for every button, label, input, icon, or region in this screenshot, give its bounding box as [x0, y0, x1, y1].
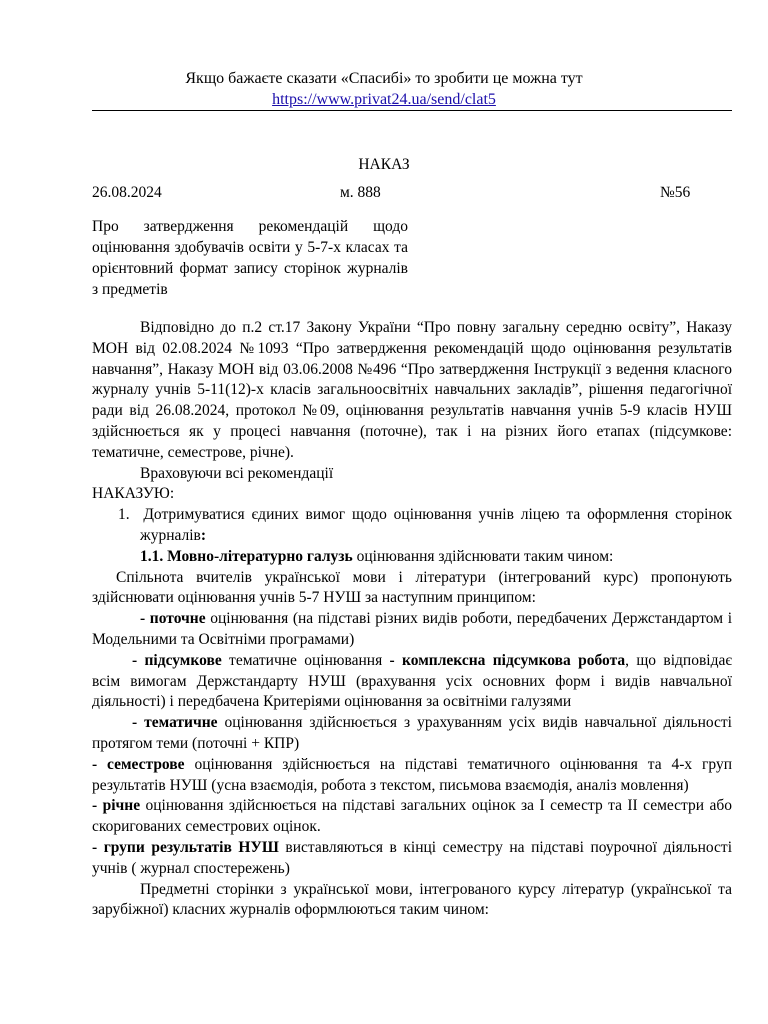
thematic-label: - тематичне — [132, 714, 218, 732]
thematic-text: оцінювання здійснюється з урахуванням усіх видів навчальної діяльності протягом теми (поточні + КПР) — [92, 714, 732, 752]
paragraph-semester — [92, 755, 732, 797]
paragraph-final — [92, 651, 732, 713]
thanks-block — [0, 68, 768, 110]
semester-label: - семестрове — [92, 755, 185, 773]
final-work-label: - комплексна підсумкова робота — [389, 651, 626, 669]
order-number: №56 — [660, 184, 691, 201]
semester-text: оцінювання здійснюється на підставі тематичного оцінювання та 4-х груп результатів НУШ (усна взаємодія, робота з текстом, письмова взаємодія, аналіз мовлення) — [92, 755, 732, 794]
annual-text: оцінювання здійснюється на підставі загальних оцінок за І семестр та ІІ семестри або скоригованих семестрових оцінок. — [92, 797, 733, 836]
list-item-1-number: 1. — [118, 506, 130, 524]
thanks-text: Якщо бажаєте сказати «Спасибі» то зробити це можна тут — [185, 70, 583, 87]
subsection-1-1 — [92, 547, 732, 568]
paragraph-groups — [92, 838, 732, 880]
order-date: 26.08.2024 — [92, 184, 162, 201]
paragraph-journal-pages: Предметні сторінки з української мови, інтегрованого курсу літератур (української та зарубіжної) класних журналів оформлюються таким чином: — [92, 880, 732, 919]
subsection-1-1-text: оцінювання здійснювати таким чином: — [352, 547, 614, 565]
final-label: - підсумкове — [132, 651, 222, 669]
list-item-1-colon: : — [200, 526, 207, 544]
current-label: - поточне — [140, 610, 206, 628]
subsection-1-1-title: 1.1. Мовно-літературно галузь — [140, 547, 353, 565]
order-subject: Про затвердження рекомендацій щодо оцінювання здобувачів освіти у 5-7-х класах та орієнтовний формат запису сторінок журналів з предметів — [92, 218, 408, 298]
paragraph-considering: Враховуючи всі рекомендації — [140, 464, 334, 482]
final-text: , що відповідає всім вимогам Держстандарту НУШ (врахування усіх основних форм і видів навчальної діяльності) і передбачена Критеріями оцінювання за освітніми галузями — [92, 651, 732, 711]
paragraph-annual — [92, 796, 732, 838]
donation-link[interactable]: https://www.privat24.ua/send/clat5 — [272, 91, 496, 108]
annual-label: - річне — [92, 797, 141, 815]
paragraph-community: Спільнота вчителів української мови і літератури (інтегрований курс) пропонують здійснювати оцінювання учнів 5-7 НУШ за наступним принципом: — [92, 568, 732, 607]
order-city: м. 888 — [340, 184, 381, 201]
document-title: НАКАЗ — [358, 156, 410, 173]
groups-text: виставляються в кінці семестру на підставі поурочної діяльності учнів ( журнал спостережень) — [92, 838, 732, 877]
paragraph-basis: Відповідно до п.2 ст.17 Закону України “Про повну загальну середню освіту”, Наказу МОН від 02.08.2024 №1093 “Про затвердження рекомендацій щодо оцінювання результатів навчання”, Наказу МОН від 03.06.2008 №496 “Про затвердження Інструкції з ведення класного журналу учнів 5-11(12)-х класів загальноосвітніх навчальних закладів”, рішення педагогічної ради від 26.08.2024, протокол №09, оцінювання результатів навчання учнів 5-9 класів НУШ здійснюється як у процесі навчання (поточне), так і на різних його етапах (підсумкове: тематичне, семестрове, річне). — [92, 319, 732, 461]
groups-label: - групи результатів НУШ — [92, 838, 279, 856]
current-text: оцінювання (на підставі різних видів роботи, передбачених Держстандартом і Модельними та Освітніми програмами) — [92, 610, 732, 648]
order-word: НАКАЗУЮ: — [92, 485, 175, 503]
paragraph-current — [92, 609, 732, 651]
list-item-1 — [92, 505, 732, 547]
document-body — [92, 318, 732, 921]
list-item-1-text: Дотримуватися єдиних вимог щодо оцінювання учнів ліцею та оформлення сторінок журналів — [140, 506, 732, 544]
final-mid: тематичне оцінювання — [221, 651, 390, 669]
header-divider — [92, 110, 732, 111]
paragraph-thematic — [92, 713, 732, 755]
